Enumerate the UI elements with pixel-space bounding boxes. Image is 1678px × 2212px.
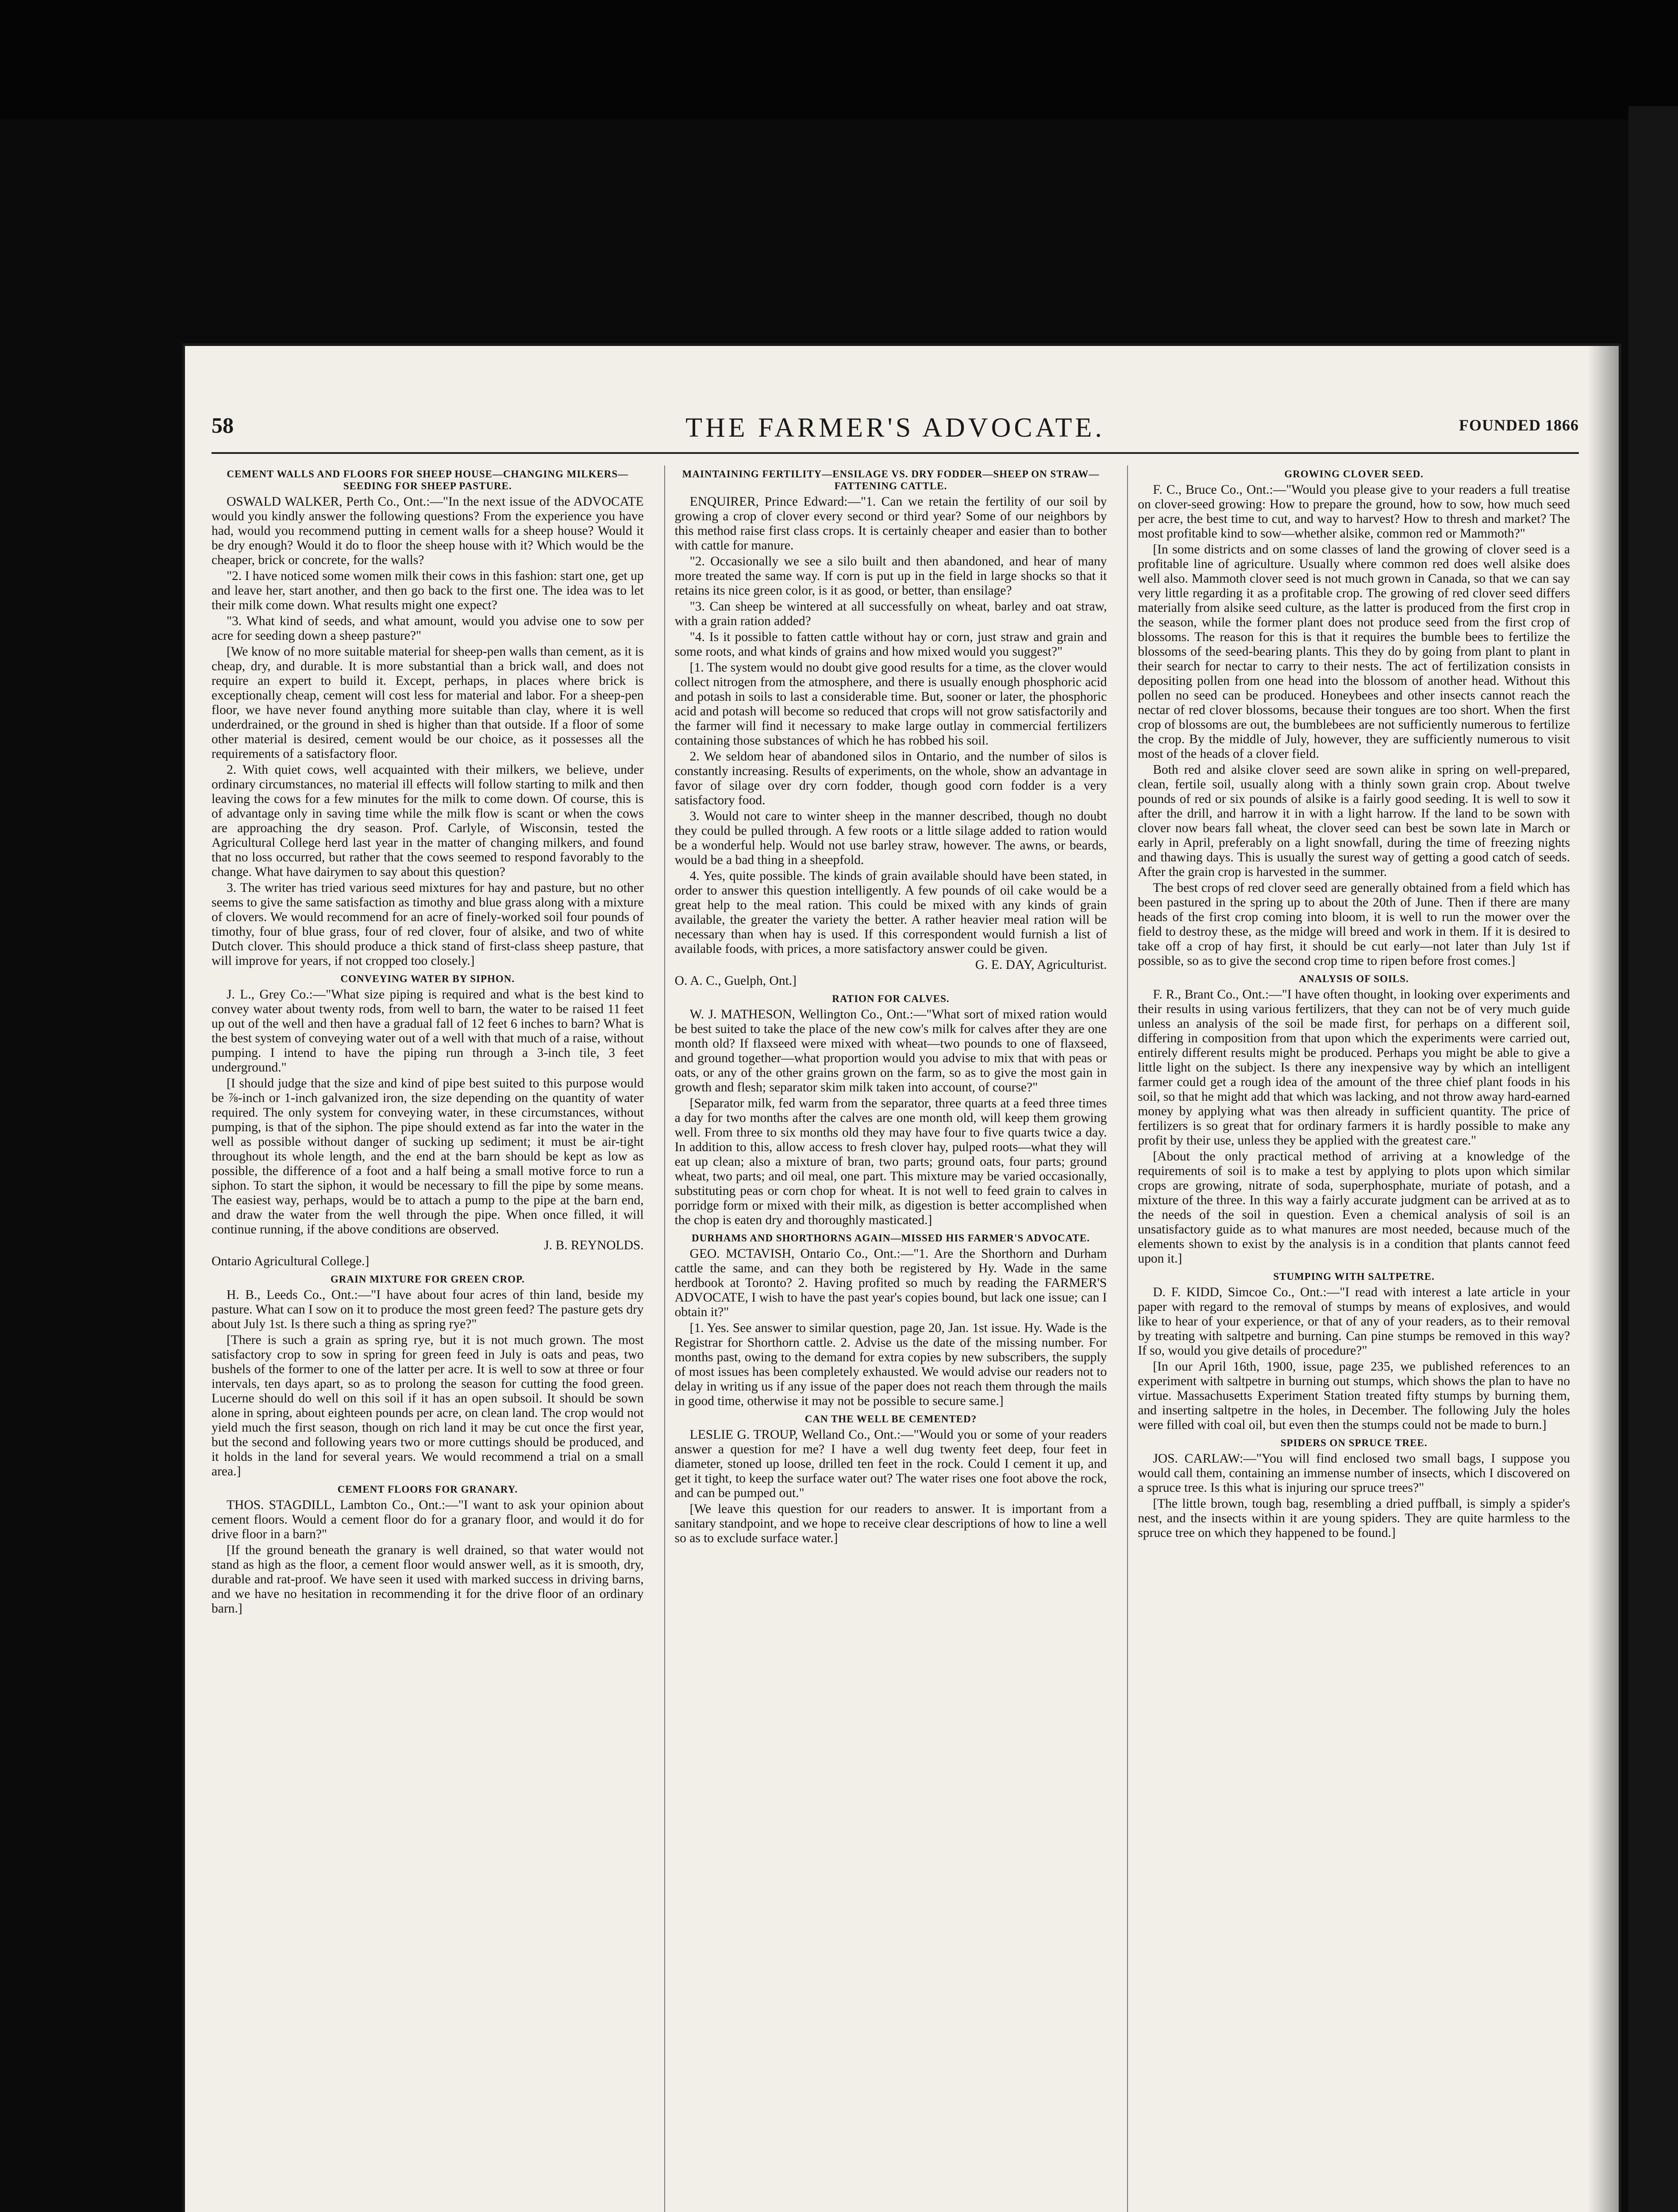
article — [1138, 973, 1570, 1266]
article-title: CAN THE WELL BE CEMENTED? — [804, 1413, 977, 1425]
article — [1138, 1271, 1570, 1432]
article-paragraph: 3. Would not care to winter sheep in the manner described, though no doubt they could be pulled through. A few roots or a little silage added to ration would be a wonderful help. Would not use barley straw, however. The awns, or beards, would be a bad thing in a sheepfold. — [674, 809, 1107, 867]
column-middle — [664, 465, 1107, 2212]
article-title: DURHAMS AND SHORTHORNS AGAIN—MISSED HIS FARMER'S ADVOCATE. — [692, 1233, 1090, 1244]
article-paragraph: J. L., Grey Co.:—"What size piping is required and what is the best kind to convey water about twenty rods, from well to barn, the water to be raised 11 feet up out of the well and then have a gradual fall of 12 feet 6 inches to barn? What is the best system of conveying water out of a well with that much of a raise, without pumping. I intend to have the piping run through a 3-inch tile, 3 feet underground." — [212, 987, 644, 1075]
article-signature-affiliation: O. A. C., Guelph, Ont.] — [674, 974, 797, 988]
page-number: 58 — [212, 413, 234, 438]
article-title: GRAIN MIXTURE FOR GREEN CROP. — [330, 1274, 525, 1285]
article-title: RATION FOR CALVES. — [832, 993, 950, 1004]
microfilm-border-right — [1628, 106, 1678, 2212]
article-paragraph: Both red and alsike clover seed are sown alike in spring on well-prepared, clean, fertile soil, usually along with a thinly sown grain crop. About twelve pounds of red or six pounds of alsike is a fairly good seeding. It is well to sow it after the drill, and harrow it in with a light harrow. If the land to be sown with clover now bears fall wheat, the clover seed can best be sown late in March or early in April, preferably on a light snowfall, during the time of freezing nights and thawing days. This is usually the surest way of getting a good catch of seeds. After the grain crop is harvested in the summer. — [1138, 763, 1570, 879]
page-header — [198, 412, 1592, 443]
article-paragraph: [We leave this question for our readers to answer. It is important from a sanitary standpoint, and we hope to receive clear descriptions of how to line a well so as to exclude surface water.] — [674, 1502, 1107, 1545]
article-paragraph: [If the ground beneath the granary is well drained, so that water would not stand as high as the floor, a cement floor would answer well, as it is smooth, dry, durable and rat-proof. We have seen it used with marked success in driving barns, and we have no hesitation in recommending it for the drive floor of an ordinary barn.] — [212, 1543, 644, 1616]
article-paragraph: "2. Occasionally we see a silo built and then abandoned, and hear of many more treated the same way. If corn is put up in the field in large shocks so that it retains its nice green color, is it as good, or better, than ensilage? — [674, 554, 1107, 598]
header-rule — [212, 452, 1579, 454]
article-title: CEMENT WALLS AND FLOORS FOR SHEEP HOUSE—CHANGING MILKERS—SEEDING FOR SHEEP PASTURE. — [227, 469, 629, 492]
article-paragraph: "3. Can sheep be wintered at all successfully on wheat, barley and oat straw, with a grain ration added? — [674, 599, 1107, 628]
article-paragraph: [We know of no more suitable material for sheep-pen walls than cement, as it is cheap, dry, and durable. It is more substantial than a brick wall, and does not require an expert to build it. Except, perhaps, in places where brick is exceptionally cheap, cement will cost less for material and labor. For a sheep-pen floor, we have never found anything more suitable than clay, where it is well underdrained, or the ground in shed is higher than that outside. If a floor of some other material is desired, cement would be our choice, as it possesses all the requirements of a satisfactory floor. — [212, 645, 644, 761]
article-paragraph: [In our April 16th, 1900, issue, page 235, we published references to an experiment with saltpetre in burning out stumps, which shows the plan to have no virtue. Massachusetts Experiment Station treated fifty stumps by burning them, and inserting saltpetre in the holes, in December. The following July the holes were filled with coal oil, but even then the stumps could not be made to burn.] — [1138, 1359, 1570, 1432]
article-paragraph: [In some districts and on some classes of land the growing of clover seed is a profitable line of agriculture. Usually where common red does well alsike does well also. Mammoth clover seed is not much grown in Canada, so that we can say very little regarding it as a profitable crop. The growing of red clover seed differs materially from alsike seed culture, as the latter is produced from the first crop in the season, while the former plant does not produce seed from the first crop of blossoms. The reason for this is that it requires the bumble bees to fertilize the blossoms of the seed-bearing plants. This they do by going from plant to plant in their search for nectar to carry to their nests. The act of fertilization consists in depositing pollen from one head into the blossom of another head. Without this pollen no seed can be produced. Honeybees and other insects cannot reach the nectar of red clover blossoms, because their tongues are too short. When the first crop of blossoms are out, the bumblebees are not sufficiently numerous to fertilize the crop. By the middle of July, however, they are sufficiently numerous to visit most of the heads of a clover field. — [1138, 542, 1570, 761]
article-signature: G. E. DAY, Agriculturist. — [975, 958, 1107, 972]
article-paragraph: [1. The system would no doubt give good results for a time, as the clover would collect nitrogen from the atmosphere, and there is usually enough phosphoric acid and potash in soils to last a considerable time. But, sooner or later, the phosphoric acid and potash will become so reduced that crops will not grow satisfactorily and the farmer will find it necessary to make large outlay in commercial fertilizers containing those substances of which he has robbed his soil. — [674, 661, 1107, 748]
article-paragraph: THOS. STAGDILL, Lambton Co., Ont.:—"I want to ask your opinion about cement floors. Would a cement floor do for a granary floor, and would it do for drive floor in a barn?" — [212, 1498, 644, 1541]
article-paragraph: F. C., Bruce Co., Ont.:—"Would you please give to your readers a full treatise on clover-seed growing: How to prepare the ground, how to sow, how much seed per acre, the best time to cut, and way to harvest? How to thresh and market? The most profitable kind to sow—whether alsike, common red or Mammoth?" — [1138, 483, 1570, 541]
article-paragraph: [1. Yes. See answer to similar question, page 20, Jan. 1st issue. Hy. Wade is the Registrar for Shorthorn cattle. 2. Advise us the date of the missing number. For months past, owing to the demand for extra copies by new subscribers, the supply of most issues has been completely exhausted. We would advise our readers not to delay in writing us if any issue of the paper does not reach them through the mails in good time, otherwise it may not be possible to secure same.] — [674, 1321, 1107, 1408]
article-paragraph: [I should judge that the size and kind of pipe best suited to this purpose would be ⅞-inch or 1-inch galvanized iron, the size depending on the quantity of water required. The only system for conveying water, in these circumstances, without pumping, is that of the siphon. The pipe should extend as far into the water in the well as possible without danger of sucking up sediment; it must be air-tight throughout its whole length, and the end at the barn should be kept as low as possible, the difference of a foot and a half being a small motive force to run a siphon. To start the siphon, it would be necessary to fill the pipe by some means. The easiest way, perhaps, would be to attach a pump to the pipe at the barn end, and draw the water from the well through the pipe. When once filled, it will continue running, if the above conditions are observed. — [212, 1076, 644, 1237]
article-title: ANALYSIS OF SOILS. — [1299, 973, 1409, 984]
column-right — [1127, 465, 1570, 2212]
article-signature-affiliation: Ontario Agricultural College.] — [212, 1254, 369, 1268]
article — [212, 973, 644, 1269]
article-title: SPIDERS ON SPRUCE TREE. — [1280, 1437, 1428, 1448]
article — [675, 1232, 1107, 1409]
newspaper-page — [185, 346, 1619, 2212]
article-paragraph: [About the only practical method of arriving at a knowledge of the requirements of soil is to make a test by applying to plots upon which similar crops are growing, nitrate of soda, superphosphate, muriate of potash, and a mixture of the three. In this way a fairly accurate judgment can be arrived at as to the needs of the soil in question. Even a chemical analysis of soil is an unsatisfactory guide as to what manures are most needed, because much of the elements shown to exist by the analysis is in a condition that plants cannot feed upon it.] — [1138, 1149, 1570, 1266]
article-paragraph: [Separator milk, fed warm from the separator, three quarts at a feed three times a day for two months after the calves are one month old, will keep them growing well. From three to six months old they may have four to five quarts twice a day. In addition to this, allow access to fresh clover hay, pulped roots—what they will eat up clean; also a mixture of bran, two parts; ground oats, four parts; ground wheat, two parts; and oil meal, one part. This mixture may be varied occasionally, substituting peas or corn chop for wheat. It is not well to feed grain to calves in porridge form or mixed with their milk, as digestion is better accomplished when the chop is eaten dry and thoroughly masticated.] — [674, 1096, 1107, 1227]
article-paragraph: [There is such a grain as spring rye, but it is not much grown. The most satisfactory crop to sow in spring for green feed in July is oats and peas, two bushels of the former to one of the latter per acre. It is well to sow at three or four intervals, ten days apart, so as to prolong the season for cutting the food green. Lucerne should do well on this soil if it has an open subsoil. It should be sown alone in spring, about eighteen pounds per acre, on clean land. The crop would not yield much the first season, though on rich land it may be cut once the first year, but the second and following years two or more cuttings should be produced, and it holds in the land for several years. We would recommend a trial on a small area.] — [212, 1333, 644, 1479]
article-title: CEMENT FLOORS FOR GRANARY. — [337, 1484, 518, 1495]
article-paragraph: "2. I have noticed some women milk their cows in this fashion: start one, get up and leave her, start another, and then go back to the first one. The idea was to let their milk come down. What results might one expect? — [212, 569, 644, 612]
article-paragraph: LESLIE G. TROUP, Welland Co., Ont.:—"Would you or some of your readers answer a question for me? I have a well dug twenty feet deep, four feet in diameter, stoned up loose, drilled ten feet in the rock. Could I cement it up, and get it tight, to keep the surface water out? The water rises one foot above the rock, and can be pumped out." — [674, 1428, 1107, 1500]
article-paragraph: H. B., Leeds Co., Ont.:—"I have about four acres of thin land, beside my pasture. What can I sow on it to produce the most green feed? The pasture gets dry about July 1st. Is there such a thing as spring rye?" — [212, 1288, 644, 1331]
article-paragraph: ENQUIRER, Prince Edward:—"1. Can we retain the fertility of our soil by growing a crop of clover every second or third year? Some of our neighbors by this method raise first class crops. It is certainly cheaper and easier than to bother with cattle for manure. — [674, 495, 1107, 553]
article-title: MAINTAINING FERTILITY—ENSILAGE VS. DRY FODDER—SHEEP ON STRAW—FATTENING CATTLE. — [682, 469, 1100, 492]
masthead-title: THE FARMER'S ADVOCATE. — [685, 413, 1105, 443]
article-paragraph: GEO. MCTAVISH, Ontario Co., Ont.:—"1. Are the Shorthorn and Durham cattle the same, and can they both be registered by Hy. Wade in the same herdbook at Toronto? 2. Having profited so much by reading the FARMER'S ADVOCATE, I wish to have the past year's copies bound, but lack one issue; can I obtain it?" — [674, 1247, 1107, 1319]
article — [1138, 1437, 1570, 1540]
article-paragraph: "3. What kind of seeds, and what amount, would you advise one to sow per acre for seeding down a sheep pasture?" — [212, 614, 644, 643]
article-signature: J. B. REYNOLDS. — [544, 1238, 644, 1252]
article-paragraph: The best crops of red clover seed are generally obtained from a field which has been pastured in the spring up to about the 20th of June. Then if there are many heads of the first crop coming into bloom, it is well to run the mower over the field to destroy these, as the midge will breed and work in them. If it is desired to take off a crop of hay first, it should be cut early—not later than July 1st if possible, so as to give the second crop time to ripen before frost comes.] — [1138, 881, 1570, 968]
article-paragraph: 2. We seldom hear of abandoned silos in Ontario, and the number of silos is constantly increasing. Results of experiments, on the whole, show an advantage in favor of silage over dry corn fodder, though good corn fodder is a very satisfactory food. — [674, 749, 1107, 807]
article-paragraph: 3. The writer has tried various seed mixtures for hay and pasture, but no other seems to give the same satisfaction as timothy and blue grass along with a mixture of clovers. We would recommend for an acre of finely-worked soil four pounds of timothy, four of blue grass, four of red clover, four of alsike, and two of white Dutch clover. This should produce a thick stand of first-class sheep pasture, that will improve for years, if not cropped too closely.] — [212, 881, 644, 968]
article-columns — [212, 465, 1570, 2212]
article — [212, 1273, 644, 1479]
article-title: CONVEYING WATER BY SIPHON. — [340, 973, 515, 984]
article — [675, 1413, 1107, 1546]
article-paragraph: JOS. CARLAW:—"You will find enclosed two small bags, I suppose you would call them, containing an immense number of insects, which I discovered on a spruce tree. Is this what is injuring our spruce trees?" — [1138, 1452, 1570, 1495]
microfilm-border-top — [0, 0, 1678, 119]
article-paragraph: F. R., Brant Co., Ont.:—"I have often thought, in looking over experiments and their results in using various fertilizers, that they can not be of very much guide unless an analysis of the soil be made first, for perhaps on a different soil, differing in composition from that upon which the experiments were carried out, entirely different results might be produced. Perhaps you might be able to give a little light on the subject. Is there any inexpensive way by which an intelligent farmer could get a rough idea of the amount of the three chief plant foods in his soil, so that he might add that which was lacking, and not throw away hard-earned money by applying what was then already in sufficient quantity. The price of fertilizers is so great that for ordinary farmers it is hardly possible to make any profit by their use, unless they be applied with the greatest care." — [1138, 987, 1570, 1148]
article — [1138, 468, 1570, 968]
article — [212, 1483, 644, 1616]
article-paragraph: OSWALD WALKER, Perth Co., Ont.:—"In the next issue of the ADVOCATE would you kindly answer the following questions? From the experience you have had, would you recommend putting in cement walls for a sheep house? Would it be dry enough? Would it do to floor the sheep house with it? Which would be the cheaper, brick or concrete, for the walls? — [212, 495, 644, 567]
article-paragraph: 2. With quiet cows, well acquainted with their milkers, we believe, under ordinary circumstances, no material ill effects will follow starting to milk and then leaving the cows for a few minutes for the milk to come down. Of course, this is of advantage only in saving time while the milk flow is scant or when the cows are approaching the dry season. Prof. Carlyle, of Wisconsin, tested the Agricultural College herd last year in the matter of changing milkers, and found that no loss occurred, but rather that the cows seemed to respond favorably to the change. What have dairymen to say about this question? — [212, 763, 644, 879]
article — [675, 993, 1107, 1228]
article-paragraph: W. J. MATHESON, Wellington Co., Ont.:—"What sort of mixed ration would be best suited to take the place of the new cow's milk for calves after they are one month old? If flaxseed were mixed with wheat—two pounds to one of flaxseed, and ground together—what proportion would you advise to mix that with peas or oats, or any of the other grains grown on the farm, so as to give the most gain in growth and flesh; separator skim milk taken into account, of course?" — [674, 1007, 1107, 1094]
article-paragraph: 4. Yes, quite possible. The kinds of grain available should have been stated, in order to answer this question intelligently. A few pounds of oil cake would be a great help to the meal ration. This could be mixed with any kinds of grain available, the greater the variety the better. A rather heavier meal ration will be necessary than when hay is used. If this correspondent would furnish a list of available foods, with prices, a more satisfactory answer could be given. — [674, 869, 1107, 956]
article-paragraph: D. F. KIDD, Simcoe Co., Ont.:—"I read with interest a late article in your paper with regard to the removal of stumps by means of explosives, and would like to hear of your experience, or that of any of your readers, as to their removal by treating with saltpetre and burning. Can pine stumps be removed in this way? If so, would you give details of procedure?" — [1138, 1285, 1570, 1358]
article-paragraph: [The little brown, tough bag, resembling a dried puffball, is simply a spider's nest, and the insects within it are young spiders. They are quite harmless to the spruce tree on which they happened to be found.] — [1138, 1497, 1570, 1540]
article — [675, 468, 1107, 988]
article-title: GROWING CLOVER SEED. — [1284, 469, 1424, 480]
article-title: STUMPING WITH SALTPETRE. — [1273, 1271, 1435, 1282]
article — [212, 468, 644, 968]
founded-label: FOUNDED 1866 — [1459, 416, 1579, 434]
column-left — [212, 465, 644, 2212]
article-paragraph: "4. Is it possible to fatten cattle without hay or corn, just straw and grain and some roots, and what kinds of grains and how mixed would you suggest?" — [674, 630, 1107, 659]
